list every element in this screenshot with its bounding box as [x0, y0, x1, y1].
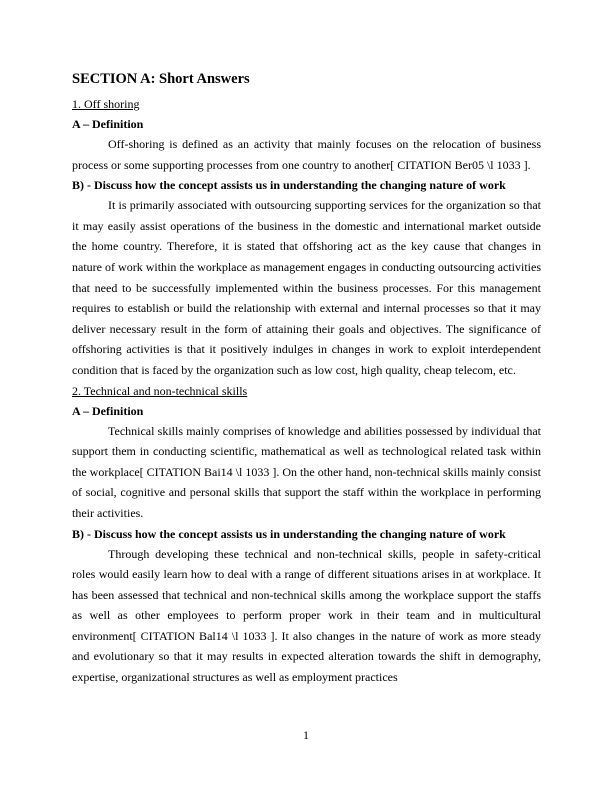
q1-definition-text: Off-shoring is defined as an activity that mainly focuses on the relocation of business process or some supporting processes from one country to another[ CITATION Ber05 \l 1033 ]. — [72, 137, 541, 172]
section-title: SECTION A: Short Answers — [72, 71, 250, 87]
q1-definition-label: A – Definition — [72, 117, 144, 131]
q2-discuss-label: B) - Discuss how the concept assists us in understanding the changing nature of work — [72, 526, 506, 541]
q2-definition-label: A – Definition — [72, 403, 144, 418]
page-content — [72, 70, 541, 688]
q1-heading: 1. Off shoring — [72, 97, 140, 111]
page-number: 1 — [303, 728, 309, 742]
q2-discuss-text: Through developing these technical and non-technical skills, people in safety-critical roles would easily learn how to deal with a range of different situations arises in at workplace. It has been assessed that technical and non-technical skills among the workplace support the staffs as well as other employees to perform proper work in their team and in multicultural environment[ CITATION Bal14 \l 1033 ]. It also changes in the nature of work as more steady and evolutionary so that it may results in expected alteration towards the shift in demography, expertise, organizational structures as well as employment practices — [72, 546, 541, 685]
q1-discuss-text: It is primarily associated with outsourcing supporting services for the organization so that it may easily assist operations of the business in the domestic and international market outside the home country. Therefore, it is stated that offshoring act as the key cause that changes in nature of work within the workplace as management engages in conducting outsourcing activities that need to be successfully implemented within the business processes. For this management requires to establish or build the relationship with external and internal processes so that it may deliver necessary result in the form of attaining their goals and objectives. The significance of offshoring activities is that it positively indulges in changes in work to exploit interdependent condition that is faced by the organization such as low cost, high quality, cheap telecom, etc. — [72, 198, 541, 377]
q2-definition-text: Technical skills mainly comprises of knowledge and abilities possessed by individual that support them in conducting scientific, mathematical as well as technological related task within the workplace[ CITATION Bai14 \l 1033 ]. On the other hand, non-technical skills mainly consist of social, cognitive and personal skills that support the staff within the workplace in performing their activities. — [72, 423, 541, 520]
q2-heading: 2. Technical and non-technical skills — [72, 383, 248, 398]
q1-discuss-label: B) - Discuss how the concept assists us in understanding the changing nature of work — [72, 178, 506, 193]
